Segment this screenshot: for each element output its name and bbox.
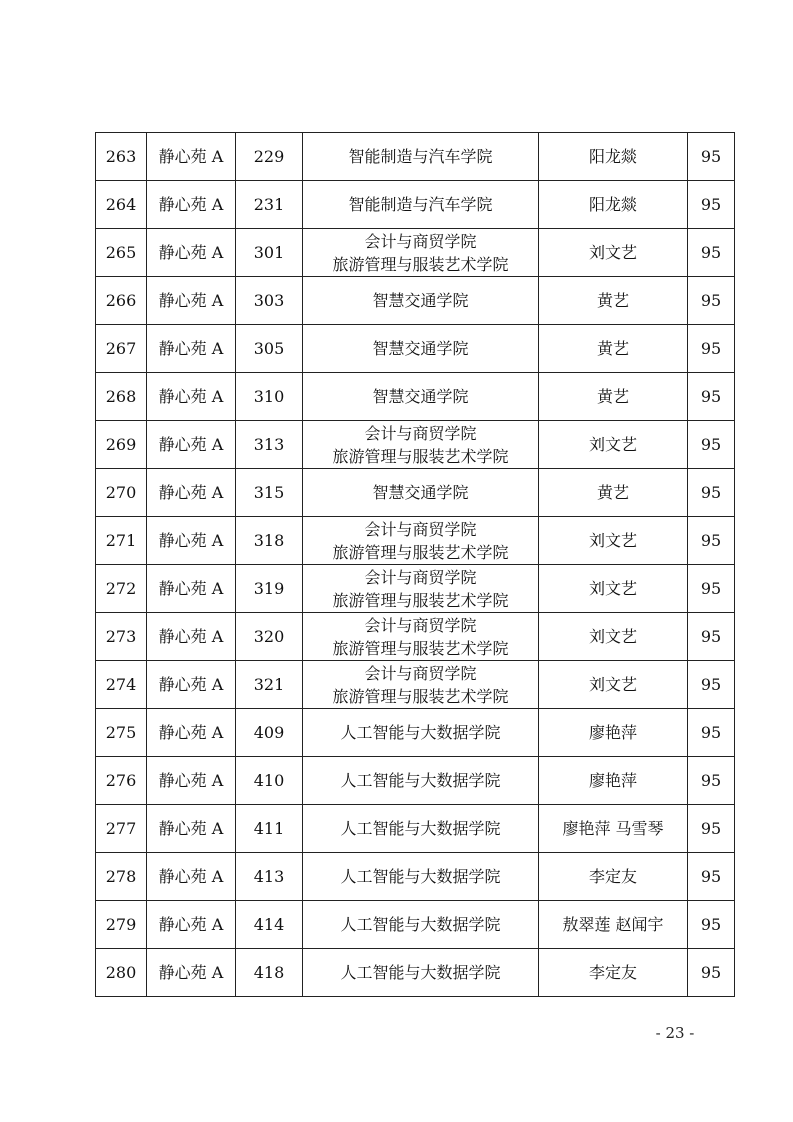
college-name: 旅游管理与服装艺术学院 bbox=[332, 638, 509, 658]
table-row bbox=[96, 469, 735, 517]
college-name: 会计与商贸学院 bbox=[364, 231, 477, 251]
room-cell: 414 bbox=[236, 901, 303, 949]
score-cell: 95 bbox=[688, 853, 735, 901]
table-row bbox=[96, 709, 735, 757]
room-cell: 305 bbox=[236, 325, 303, 373]
college-name: 人工智能与大数据学院 bbox=[340, 771, 501, 790]
building-cell: 静心苑 A bbox=[147, 373, 236, 421]
college-name: 智能制造与汽车学院 bbox=[348, 147, 493, 166]
college-cell bbox=[303, 661, 539, 709]
table-row bbox=[96, 325, 735, 373]
score-cell: 95 bbox=[688, 517, 735, 565]
instructor-cell: 刘文艺 bbox=[539, 421, 688, 469]
college-name: 人工智能与大数据学院 bbox=[340, 867, 501, 886]
table-row bbox=[96, 277, 735, 325]
building-cell: 静心苑 A bbox=[147, 229, 236, 277]
college-name: 旅游管理与服装艺术学院 bbox=[332, 446, 509, 466]
college-cell bbox=[303, 469, 539, 517]
table-row bbox=[96, 421, 735, 469]
score-cell: 95 bbox=[688, 805, 735, 853]
college-name: 旅游管理与服装艺术学院 bbox=[332, 542, 509, 562]
score-cell: 95 bbox=[688, 709, 735, 757]
dormitory-score-table bbox=[95, 132, 735, 997]
college-cell bbox=[303, 901, 539, 949]
room-cell: 321 bbox=[236, 661, 303, 709]
room-cell: 229 bbox=[236, 133, 303, 181]
score-cell: 95 bbox=[688, 565, 735, 613]
row-number-cell: 272 bbox=[96, 565, 147, 613]
instructor-cell: 黄艺 bbox=[539, 277, 688, 325]
college-cell bbox=[303, 325, 539, 373]
college-name: 旅游管理与服装艺术学院 bbox=[332, 254, 509, 274]
score-cell: 95 bbox=[688, 277, 735, 325]
score-cell: 95 bbox=[688, 229, 735, 277]
instructor-cell: 阳龙燚 bbox=[539, 181, 688, 229]
table-body bbox=[96, 133, 735, 997]
college-name: 会计与商贸学院 bbox=[364, 519, 477, 539]
instructor-cell: 刘文艺 bbox=[539, 613, 688, 661]
college-cell bbox=[303, 853, 539, 901]
table-row bbox=[96, 757, 735, 805]
table-row bbox=[96, 133, 735, 181]
college-cell bbox=[303, 565, 539, 613]
building-cell: 静心苑 A bbox=[147, 325, 236, 373]
room-cell: 310 bbox=[236, 373, 303, 421]
row-number-cell: 268 bbox=[96, 373, 147, 421]
row-number-cell: 280 bbox=[96, 949, 147, 997]
building-cell: 静心苑 A bbox=[147, 133, 236, 181]
room-cell: 410 bbox=[236, 757, 303, 805]
row-number-cell: 279 bbox=[96, 901, 147, 949]
college-cell bbox=[303, 757, 539, 805]
instructor-cell: 黄艺 bbox=[539, 325, 688, 373]
row-number-cell: 263 bbox=[96, 133, 147, 181]
score-cell: 95 bbox=[688, 757, 735, 805]
college-name: 人工智能与大数据学院 bbox=[340, 723, 501, 742]
row-number-cell: 266 bbox=[96, 277, 147, 325]
college-name: 人工智能与大数据学院 bbox=[340, 819, 501, 838]
table-row bbox=[96, 901, 735, 949]
row-number-cell: 271 bbox=[96, 517, 147, 565]
row-number-cell: 274 bbox=[96, 661, 147, 709]
table-row bbox=[96, 805, 735, 853]
college-cell bbox=[303, 613, 539, 661]
building-cell: 静心苑 A bbox=[147, 421, 236, 469]
building-cell: 静心苑 A bbox=[147, 613, 236, 661]
building-cell: 静心苑 A bbox=[147, 757, 236, 805]
building-cell: 静心苑 A bbox=[147, 709, 236, 757]
building-cell: 静心苑 A bbox=[147, 277, 236, 325]
college-cell bbox=[303, 229, 539, 277]
building-cell: 静心苑 A bbox=[147, 949, 236, 997]
table-row bbox=[96, 373, 735, 421]
college-name: 智慧交通学院 bbox=[372, 339, 469, 358]
score-cell: 95 bbox=[688, 901, 735, 949]
score-cell: 95 bbox=[688, 469, 735, 517]
table-row bbox=[96, 853, 735, 901]
row-number-cell: 269 bbox=[96, 421, 147, 469]
college-name: 会计与商贸学院 bbox=[364, 663, 477, 683]
college-name: 会计与商贸学院 bbox=[364, 423, 477, 443]
college-name: 会计与商贸学院 bbox=[364, 567, 477, 587]
college-cell bbox=[303, 517, 539, 565]
row-number-cell: 267 bbox=[96, 325, 147, 373]
room-cell: 413 bbox=[236, 853, 303, 901]
college-name: 智慧交通学院 bbox=[372, 483, 469, 502]
score-cell: 95 bbox=[688, 949, 735, 997]
college-name: 旅游管理与服装艺术学院 bbox=[332, 686, 509, 706]
score-cell: 95 bbox=[688, 613, 735, 661]
row-number-cell: 278 bbox=[96, 853, 147, 901]
college-cell bbox=[303, 421, 539, 469]
college-name: 会计与商贸学院 bbox=[364, 615, 477, 635]
table-row bbox=[96, 229, 735, 277]
college-name: 智慧交通学院 bbox=[372, 291, 469, 310]
instructor-cell: 廖艳萍 马雪琴 bbox=[539, 805, 688, 853]
room-cell: 318 bbox=[236, 517, 303, 565]
building-cell: 静心苑 A bbox=[147, 469, 236, 517]
table-row bbox=[96, 613, 735, 661]
row-number-cell: 265 bbox=[96, 229, 147, 277]
college-cell bbox=[303, 133, 539, 181]
score-cell: 95 bbox=[688, 373, 735, 421]
instructor-cell: 刘文艺 bbox=[539, 229, 688, 277]
room-cell: 418 bbox=[236, 949, 303, 997]
room-cell: 319 bbox=[236, 565, 303, 613]
college-cell bbox=[303, 373, 539, 421]
score-cell: 95 bbox=[688, 421, 735, 469]
instructor-cell: 刘文艺 bbox=[539, 565, 688, 613]
college-name: 旅游管理与服装艺术学院 bbox=[332, 590, 509, 610]
instructor-cell: 廖艳萍 bbox=[539, 757, 688, 805]
row-number-cell: 264 bbox=[96, 181, 147, 229]
instructor-cell: 黄艺 bbox=[539, 469, 688, 517]
room-cell: 231 bbox=[236, 181, 303, 229]
instructor-cell: 敖翠莲 赵闻宇 bbox=[539, 901, 688, 949]
college-name: 智慧交通学院 bbox=[372, 387, 469, 406]
college-name: 人工智能与大数据学院 bbox=[340, 915, 501, 934]
room-cell: 411 bbox=[236, 805, 303, 853]
building-cell: 静心苑 A bbox=[147, 661, 236, 709]
room-cell: 409 bbox=[236, 709, 303, 757]
college-cell bbox=[303, 805, 539, 853]
college-cell bbox=[303, 277, 539, 325]
instructor-cell: 刘文艺 bbox=[539, 661, 688, 709]
building-cell: 静心苑 A bbox=[147, 517, 236, 565]
college-cell bbox=[303, 949, 539, 997]
instructor-cell: 黄艺 bbox=[539, 373, 688, 421]
row-number-cell: 273 bbox=[96, 613, 147, 661]
college-name: 智能制造与汽车学院 bbox=[348, 195, 493, 214]
instructor-cell: 李定友 bbox=[539, 949, 688, 997]
row-number-cell: 276 bbox=[96, 757, 147, 805]
table-row bbox=[96, 661, 735, 709]
room-cell: 320 bbox=[236, 613, 303, 661]
building-cell: 静心苑 A bbox=[147, 853, 236, 901]
table-row bbox=[96, 949, 735, 997]
building-cell: 静心苑 A bbox=[147, 805, 236, 853]
instructor-cell: 阳龙燚 bbox=[539, 133, 688, 181]
score-cell: 95 bbox=[688, 133, 735, 181]
row-number-cell: 277 bbox=[96, 805, 147, 853]
room-cell: 301 bbox=[236, 229, 303, 277]
building-cell: 静心苑 A bbox=[147, 181, 236, 229]
college-cell bbox=[303, 181, 539, 229]
table-row bbox=[96, 565, 735, 613]
row-number-cell: 270 bbox=[96, 469, 147, 517]
score-cell: 95 bbox=[688, 181, 735, 229]
building-cell: 静心苑 A bbox=[147, 565, 236, 613]
building-cell: 静心苑 A bbox=[147, 901, 236, 949]
room-cell: 313 bbox=[236, 421, 303, 469]
instructor-cell: 李定友 bbox=[539, 853, 688, 901]
row-number-cell: 275 bbox=[96, 709, 147, 757]
room-cell: 303 bbox=[236, 277, 303, 325]
page-number: - 23 - bbox=[655, 1024, 695, 1042]
score-cell: 95 bbox=[688, 325, 735, 373]
instructor-cell: 廖艳萍 bbox=[539, 709, 688, 757]
score-cell: 95 bbox=[688, 661, 735, 709]
table-row bbox=[96, 181, 735, 229]
room-cell: 315 bbox=[236, 469, 303, 517]
college-cell bbox=[303, 709, 539, 757]
table-row bbox=[96, 517, 735, 565]
instructor-cell: 刘文艺 bbox=[539, 517, 688, 565]
college-name: 人工智能与大数据学院 bbox=[340, 963, 501, 982]
